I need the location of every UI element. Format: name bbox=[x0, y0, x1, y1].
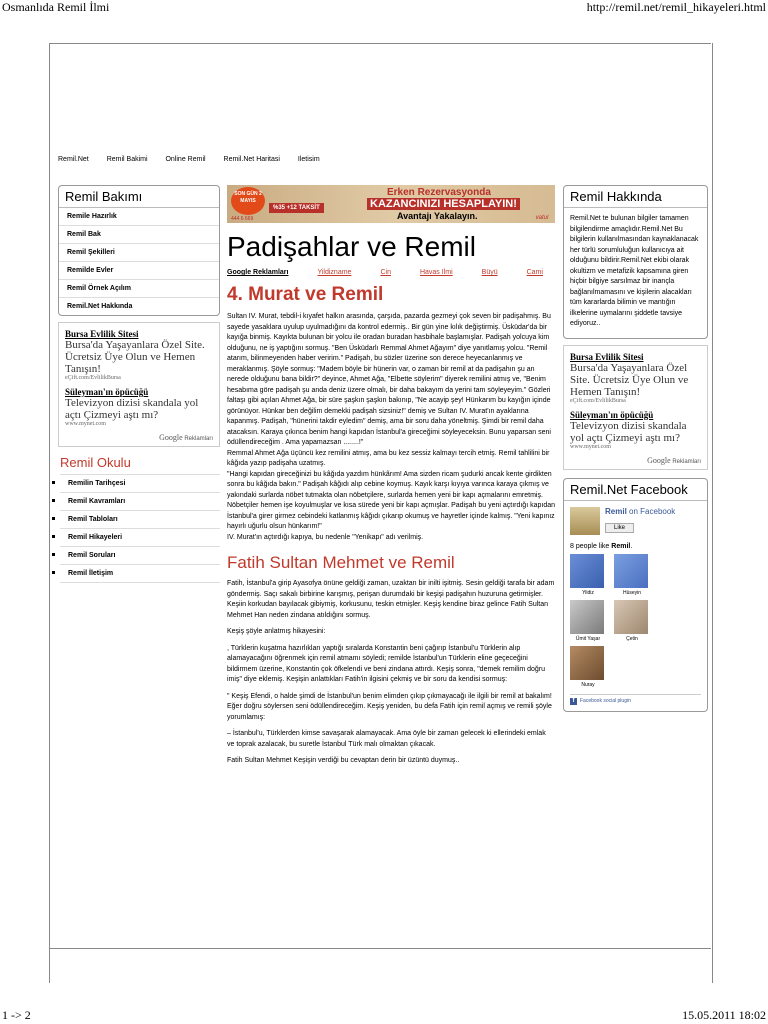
paragraph: Fatih, İstanbul'a girip Ayasofya önüne geldiği zaman, uzaktan bir inilti işitmiş. Sesin geldiği tarafa bir adam göndermiş. Saçı sakalı birbirine karışmış, perişan durumdaki bir keşişi padişahın huzuruna getirmişler. Keşiin korkudan bayılacak gibiymiş, korkusunu, teskin etmişler. Keşiş kendine biraz gelince Fatih Sultan Mehmet Han neden zindana atıldığını sormuş. bbox=[227, 580, 555, 619]
banner-line3: Avantajı Yakalayın. bbox=[397, 211, 478, 221]
ad-text: Televizyon dizisi skandala yol açtı Çizmeyi aştı mı? bbox=[570, 419, 687, 444]
ad-title[interactable]: Süleyman'ın öpücüğü bbox=[65, 387, 149, 397]
nav-site-map[interactable]: Remil.Net Haritasi bbox=[223, 156, 280, 163]
ad-link-row bbox=[227, 269, 555, 276]
fan-avatar[interactable]: Hüseyin bbox=[614, 554, 650, 596]
paragraph: Sultan IV. Murat, tebdil-i kıyafet halkın arasında, çarşıda, pazarda gezmeyi çok seven bir padişahmış. Bu sayede yasaklara uyulup uyulmadığını da kontrol edermiş.. Bir gün yine kılık değiştirmiş. Üsküdar'da bir kayığa binmiş. Kayıkta bulunan bir yolcu ile oradan buradan hasbihale başlamışlar. Padişah yolcuya kim olduğunu, ne iş yaptığını sormuş. "Ben Üsküdarlı Remmal Ahmet Ağayım" diye yanıtlamış yolcu. "Remil atarım, bilinmeyenden haber veririm." Padişah, bu sözler üzerine son derece heyecanlanmış ve meraklanmış. Şöyle sormuş: "Madem böyle bir hünerin var, o zaman bir remil at da padişahın şu an nerede olduğunu bana bildir?" deyince, Ahmet Ağa, "Elbette söylerim" diyerek remilini atmış ve, "Benim hesabıma göre padişah şu anda deniz üzere olmalı, bir daha bakayım da yerini tam söyleyeyim." Gözleri faltaşı gibi açılan Ahmet Ağa, bir süre şaşkın şaşkın bakınıp, "Ne acayip şey! Hünkarım bu kayığın içinde görünüyor. Hünkar ben değilim demekki padişah sizsiniz!" demiş ve Sultan IV. Murat'ın ayaklarına kapanmış. Padişah, "hünerini takdir eyledim" demiş, ama bir soru daha yöneltmiş. Şimdi bir remil daha atacaksın. Karaya çıkınca benim hangi kapıdan İstanbul'a gireceğimi söyleyeceksin. Bunu yaparsan seni ödüllendireceğim . Ama yapamazsan ........!" Remmal Ahmet Ağa üçüncü kez remilini atmış, ama bu kez sessiz kalmayı tercih etmiş. Remil tahlilini bir kâğıda yazıp padişaha uzatmış. "Hangi kapıdan gireceğinizi bu kâğıda yazdım hünkârım! Ama sizden ricam şudurki ancak kente girdikten sonra bu kâğıda bakın." Padişah kâğıdı alıp cebine koymuş. Kayık karşı kıyıya varınca karaya çıkmış ve yakındaki surlarda nöbet tutmakta olan nöbetçilere, surlarda hemen yeni bir kapı açmalarını emretmiş. Nöbetçiler hemen işe koyulmuşlar ve kısa sürede yeni bir kapı açmışlar. Padişah bu yeni açtırdığı kapıdan İstanbul'a girer girmez cebindeki katlanmış kâğıdı çıkarıp okumuş ve hayretler içinde kalmış. "Yeni kapınız hayırlı uğurlu olsun hünkarım!" IV. Murat'ın açtırdığı kapıya, bu nedenle "Yenikapı" adı verilmiş. bbox=[227, 313, 555, 541]
box-title: Remil Hakkında bbox=[564, 186, 707, 208]
print-page-number: 1 -> 2 bbox=[2, 1008, 31, 1022]
school-item[interactable]: Remil Hikayeleri bbox=[60, 529, 220, 547]
school-item[interactable]: Remilin Tarihçesi bbox=[60, 475, 220, 493]
heading-fatih: Fatih Sultan Mehmet ve Remil bbox=[227, 553, 455, 572]
ad-url: eÇift.com/EvlilikBursa bbox=[65, 375, 121, 381]
remil-hakkinda-box bbox=[563, 185, 708, 339]
school-item[interactable]: Remil Kavramları bbox=[60, 493, 220, 511]
ad-title[interactable]: Süleyman'ın öpücüğü bbox=[570, 409, 654, 420]
google-logo: Google bbox=[159, 433, 183, 442]
print-page-title: Osmanlıda Remil İlmi bbox=[2, 0, 110, 14]
ad-link[interactable]: Yildizname bbox=[317, 269, 352, 276]
google-logo: Google bbox=[647, 455, 671, 465]
ad-footer-label: Reklamları bbox=[184, 436, 213, 442]
banner-line1: Erken Rezervasyonda bbox=[387, 187, 491, 198]
ad-title[interactable]: Bursa Evlilik Sitesi bbox=[65, 329, 139, 339]
like-count: 8 people like Remil. bbox=[570, 542, 633, 550]
paragraph: , Türklerin kuşatma hazırlıkları yaptığı sıralarda Konstantin beni çağırıp İstanbul'u Türklerin alıp alamayacağını öğrenmek için remil atmamı söyledi; remilde İstanbul'un Türklerin eline geçeceğini bildirmem üzerine, Konstantin çok öfkelendi ve beni zindana attırdı. Keşiş sonra, "demek remilim doğru imiş" diye eklemiş. Keşişin anlattıkları Fatih'in ilgisini çekmiş ve bir soru da kendisi sormuş: bbox=[227, 644, 546, 683]
banner-percent: %35 +12 TAKSİT bbox=[269, 203, 324, 213]
facebook-box bbox=[563, 478, 708, 712]
ad-text: Bursa'da Yaşayanlara Özel Site. Ücretsiz Üye Olun ve Hemen Tanışın! bbox=[65, 339, 205, 375]
bullet-icon bbox=[52, 499, 55, 502]
school-item[interactable]: Remil İletişim bbox=[60, 565, 220, 583]
menu-item-hazirlik[interactable]: Remile Hazırlık bbox=[59, 208, 219, 226]
menu-item-sekiller[interactable]: Remil Şekilleri bbox=[59, 244, 219, 262]
right-sidebar bbox=[563, 185, 708, 712]
banner-line2: KAZANCINIZI HESAPLAYIN! bbox=[367, 198, 520, 210]
left-sidebar bbox=[58, 185, 220, 583]
google-ads-label[interactable]: Google Reklamları bbox=[227, 269, 289, 276]
school-item[interactable]: Remil Soruları bbox=[60, 547, 220, 565]
fan-avatar[interactable]: Nuray bbox=[570, 646, 606, 688]
frame-bottom-line bbox=[49, 948, 711, 949]
bullet-icon bbox=[52, 571, 55, 574]
ad-link[interactable]: Cin bbox=[380, 269, 391, 276]
ad-footer[interactable] bbox=[65, 433, 213, 442]
ad-footer-label: Reklamları bbox=[672, 458, 701, 465]
school-item[interactable]: Remil Tabloları bbox=[60, 511, 220, 529]
ad-url: www.mynet.com bbox=[65, 421, 106, 427]
like-button[interactable]: Like bbox=[605, 523, 634, 533]
banner-ad[interactable] bbox=[227, 185, 555, 223]
ad-url: eÇift.com/EvlilikBursa bbox=[570, 397, 626, 404]
paragraph: Fatih Sultan Mehmet Keşişin verdiği bu cevaptan derin bir üzüntü duymuş.. bbox=[227, 757, 460, 764]
box-title: Remil.Net Facebook bbox=[564, 479, 707, 501]
menu-item-evler[interactable]: Remilde Evler bbox=[59, 262, 219, 280]
ad-link[interactable]: Cami bbox=[526, 269, 543, 276]
ad-link[interactable]: Havas Ilmi bbox=[419, 269, 453, 276]
menu-item-remil-bak[interactable]: Remil Bak bbox=[59, 226, 219, 244]
bullet-icon bbox=[52, 517, 55, 520]
nav-online-remil[interactable]: Online Remil bbox=[165, 156, 206, 163]
bullet-icon bbox=[52, 535, 55, 538]
section-title-remil-okulu: Remil Okulu bbox=[60, 455, 131, 470]
remil-bakimi-box bbox=[58, 185, 220, 316]
bullet-icon bbox=[52, 553, 55, 556]
ad-text: Televizyon dizisi skandala yol açtı Çizmeyi aştı mı? bbox=[65, 397, 199, 421]
ad-link[interactable]: Büyü bbox=[481, 269, 498, 276]
box-title: Remil Bakımı bbox=[59, 186, 219, 208]
paragraph: – İstanbul'u, Türklerden kimse savaşarak alamayacak. Ama öyle bir zaman gelecek ki ellerindeki emlak ve toprak azalacak, bu suretle İstanbul Türk malı olmaktan çıkacak. bbox=[227, 730, 546, 748]
nav-remil-net[interactable]: Remil.Net bbox=[58, 156, 89, 163]
paragraph: " Keşiş Efendi, o halde şimdi de İstanbul'un benim elimden çıkıp çıkmayacağı ile ilgili bir remil at bakalım! Eğer doğru söylersen seni ödüllendireceğim. Keşiş yeniden, bu defa Fatih için remil açmış ve remili şöyle yorumlamış: bbox=[227, 692, 552, 721]
fan-faces bbox=[570, 554, 701, 692]
banner-logo: vatur bbox=[535, 215, 549, 221]
google-ad-block bbox=[563, 345, 708, 470]
ad-text: Bursa'da Yaşayanlara Özel Site. Ücretsiz Üye Olun ve Hemen Tanışın! bbox=[570, 361, 689, 398]
facebook-page-name[interactable]: Remil on Facebook bbox=[605, 506, 676, 516]
main-content bbox=[227, 185, 555, 767]
page-title: Padişahlar ve Remil bbox=[227, 231, 476, 262]
heading-murat: 4. Murat ve Remil bbox=[227, 284, 384, 305]
print-footer bbox=[0, 1008, 768, 1024]
print-datetime: 15.05.2011 18:02 bbox=[682, 1008, 766, 1022]
frame-top-line bbox=[49, 43, 711, 44]
ad-url: www.mynet.com bbox=[570, 443, 611, 450]
disclaimer-text: Remil.Net te bulunan bilgiler tamamen bilgilendirme amaçlıdır.Remil.Net Bu bilgilerin kullanılmasından kaynaklanacak her türlü sorumluluğun kullanıcıya ait olduğunu bildirir.Remil.Net ekibi olarak okultizm ve metafizik kapsamına giren hiçbir bilgiye sarsılmaz bir inançla bağlanılmamasını ve kişilerin alacakları tüm kararlarda bilimin ve mantığın ilkelerine uymalarını şiddetle tavsiye ediyoruz.. bbox=[570, 215, 699, 327]
print-url: http://remil.net/remil_hikayeleri.html bbox=[586, 0, 766, 14]
print-header bbox=[0, 0, 768, 14]
facebook-icon: f bbox=[570, 698, 577, 705]
banner-phone: 444 6 669 bbox=[231, 216, 254, 222]
google-ad-block bbox=[58, 322, 220, 447]
nav-contact[interactable]: Iletisim bbox=[297, 156, 320, 163]
fan-avatar[interactable]: Yildiz bbox=[570, 554, 606, 596]
ad-footer[interactable] bbox=[570, 456, 701, 465]
fan-avatar[interactable]: Çetin bbox=[614, 600, 650, 642]
banner-badge: SON GÜN 2 MAYIS bbox=[231, 187, 265, 215]
menu-item-ornek-acilim[interactable]: Remil Örnek Açılım bbox=[59, 280, 219, 298]
paragraph: Keşiş şöyle anlatmış hikayesini: bbox=[227, 628, 326, 635]
top-navigation bbox=[58, 156, 336, 163]
menu-item-hakkinda[interactable]: Remil.Net Hakkında bbox=[67, 303, 133, 310]
ad-title[interactable]: Bursa Evlilik Sitesi bbox=[570, 351, 644, 362]
fan-avatar[interactable]: Ümit Yaşar bbox=[570, 600, 606, 642]
bullet-icon bbox=[52, 481, 55, 484]
nav-remil-bakimi[interactable]: Remil Bakimi bbox=[106, 156, 148, 163]
facebook-social-plugin[interactable]: f Facebook social plugin bbox=[570, 694, 701, 705]
page-thumbnail[interactable] bbox=[570, 507, 600, 535]
